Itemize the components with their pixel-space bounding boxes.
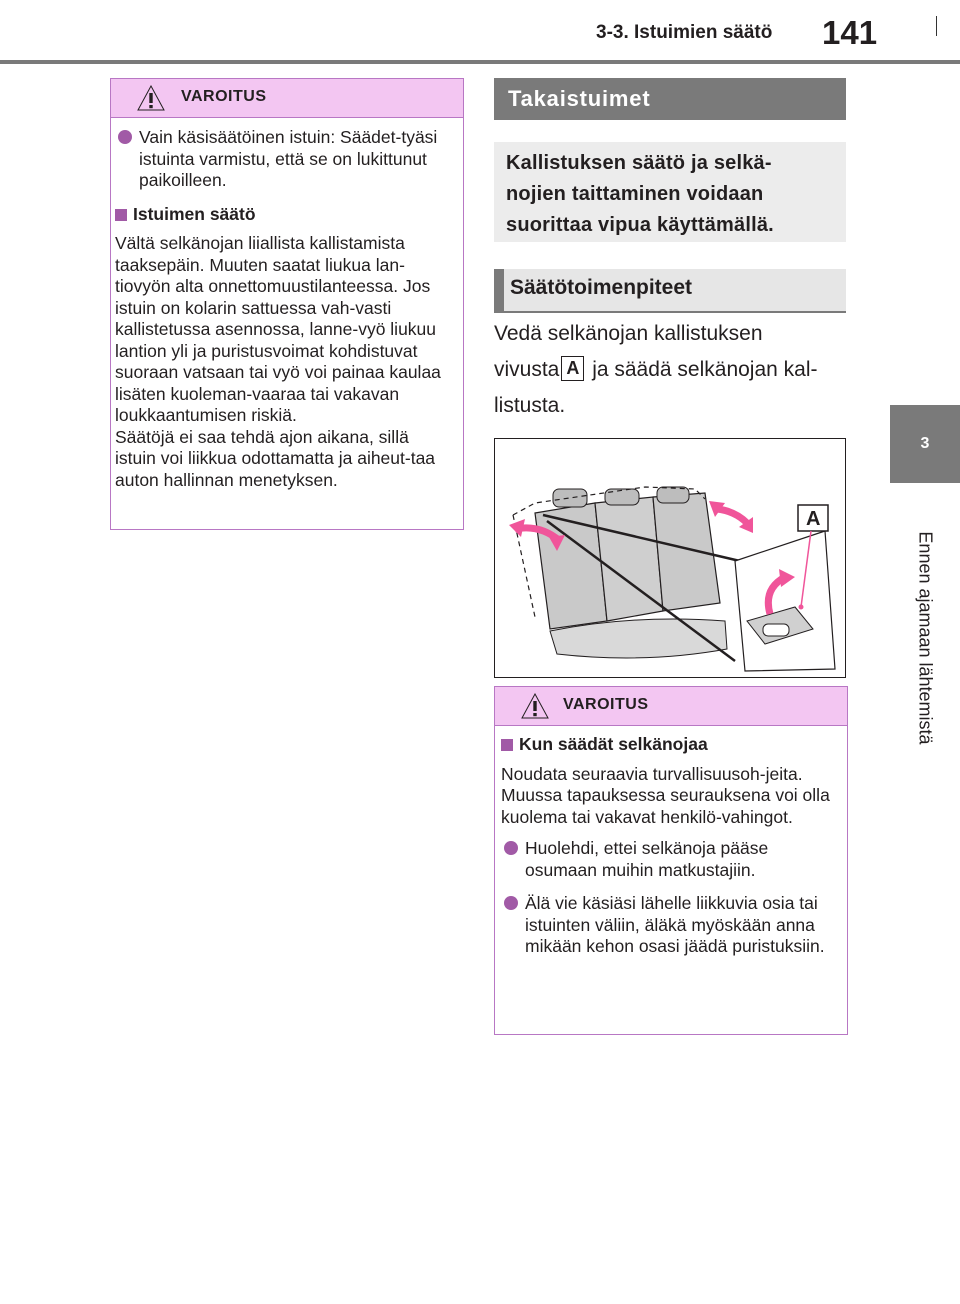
left-warning-box xyxy=(110,78,464,530)
bullet-dot-icon xyxy=(504,896,518,910)
instruction-fragment: vivusta xyxy=(494,358,560,381)
header-rule xyxy=(0,60,960,64)
instruction-text xyxy=(494,316,854,424)
warning-title: VAROITUS xyxy=(181,88,267,105)
chapter-tab-label xyxy=(890,488,960,788)
page-number: 141 xyxy=(822,14,878,51)
warning-triangle-icon xyxy=(137,85,165,111)
chapter-tab-number: 3 xyxy=(890,405,960,483)
warning-bullet xyxy=(501,893,835,958)
instruction-line xyxy=(494,352,854,388)
subheading-text: Istuimen säätö xyxy=(133,203,256,224)
section-header: 3-3. Istuimien säätö xyxy=(596,22,773,43)
subsection-title: Säätötoimenpiteet xyxy=(510,276,693,299)
warning-triangle-icon xyxy=(521,693,549,719)
square-bullet-icon xyxy=(501,739,513,751)
warning-title: VAROITUS xyxy=(563,696,649,713)
warning-header xyxy=(111,79,463,118)
warning-paragraph: Muussa tapauksessa seurauksena voi olla kuolema tai vakavat henkilö-vahingot. xyxy=(501,785,830,827)
bullet-text: Huolehdi, ettei selkänoja pääse osumaan muihin matkustajiin. xyxy=(525,838,769,880)
warning-subheading xyxy=(115,204,451,226)
figure-callout-a: A xyxy=(806,508,821,530)
warning-paragraph: Säätöjä ei saa tehdä ajon aikana, sillä istuin voi liikkua odottamatta ja aiheut-taa auton hallinnan menetyksen. xyxy=(115,426,436,490)
subheading-text: Kun säädät selkänojaa xyxy=(519,734,708,754)
square-bullet-icon xyxy=(115,209,127,221)
callout-a-label: A xyxy=(561,356,584,381)
intro-line: Kallistuksen säätö ja selkä- xyxy=(506,152,772,174)
warning-header xyxy=(495,687,847,726)
subsection-header xyxy=(494,269,846,313)
right-warning-box xyxy=(494,686,848,1035)
warning-bullet xyxy=(115,127,451,192)
intro-line: nojien taittaminen voidaan xyxy=(506,183,764,205)
warning-subheading xyxy=(501,734,835,756)
chapter-tab-label-text: Ennen ajamaan lähtemistä xyxy=(915,531,936,745)
intro-line: suorittaa vipua käyttämällä. xyxy=(506,214,774,236)
header-tick xyxy=(936,16,937,36)
instruction-fragment: ja säädä selkänojan kal- xyxy=(586,358,818,381)
section-title: Takaistuimet xyxy=(508,86,651,111)
warning-bullet xyxy=(501,838,835,881)
warning-paragraph: Noudata seuraavia turvallisuusoh-jeita. xyxy=(501,763,803,784)
instruction-line: listusta. xyxy=(494,394,566,417)
instruction-line: Vedä selkänojan kallistuksen xyxy=(494,322,763,345)
intro-panel xyxy=(494,142,846,242)
bullet-text: Älä vie käsiäsi lähelle liikkuvia osia tai istuinten väliin, äläkä myöskään anna mikään kehon osasi jäädä puristuksiin. xyxy=(525,893,825,956)
bullet-text: Vain käsisäätöinen istuin: Säädet-tyäsi istuinta varmistu, että se on lukittunut paikoilleen. xyxy=(139,127,438,190)
bullet-dot-icon xyxy=(504,841,518,855)
warning-paragraph: Vältä selkänojan liiallista kallistamista taaksepäin. Muuten saatat liukua lan-tiovyön alta onnettomuustilanteessa. Jos istuin on kolarin sattuessa vah-vasti kallistetussa asennossa, lanne-vyö liukuu lantion yli ja puristusvoimat kohdistuvat suoraan vatsaan tai vyö voi painaa kaulaa lisäten kuoleman-vaaraa tai vakavan loukkaantumisen riskiä. xyxy=(115,233,441,425)
seat-illustration xyxy=(494,438,846,678)
section-title-bar xyxy=(494,78,846,120)
seat-illustration-svg xyxy=(495,439,845,677)
bullet-dot-icon xyxy=(118,130,132,144)
subsection-accent-bar xyxy=(494,269,504,313)
